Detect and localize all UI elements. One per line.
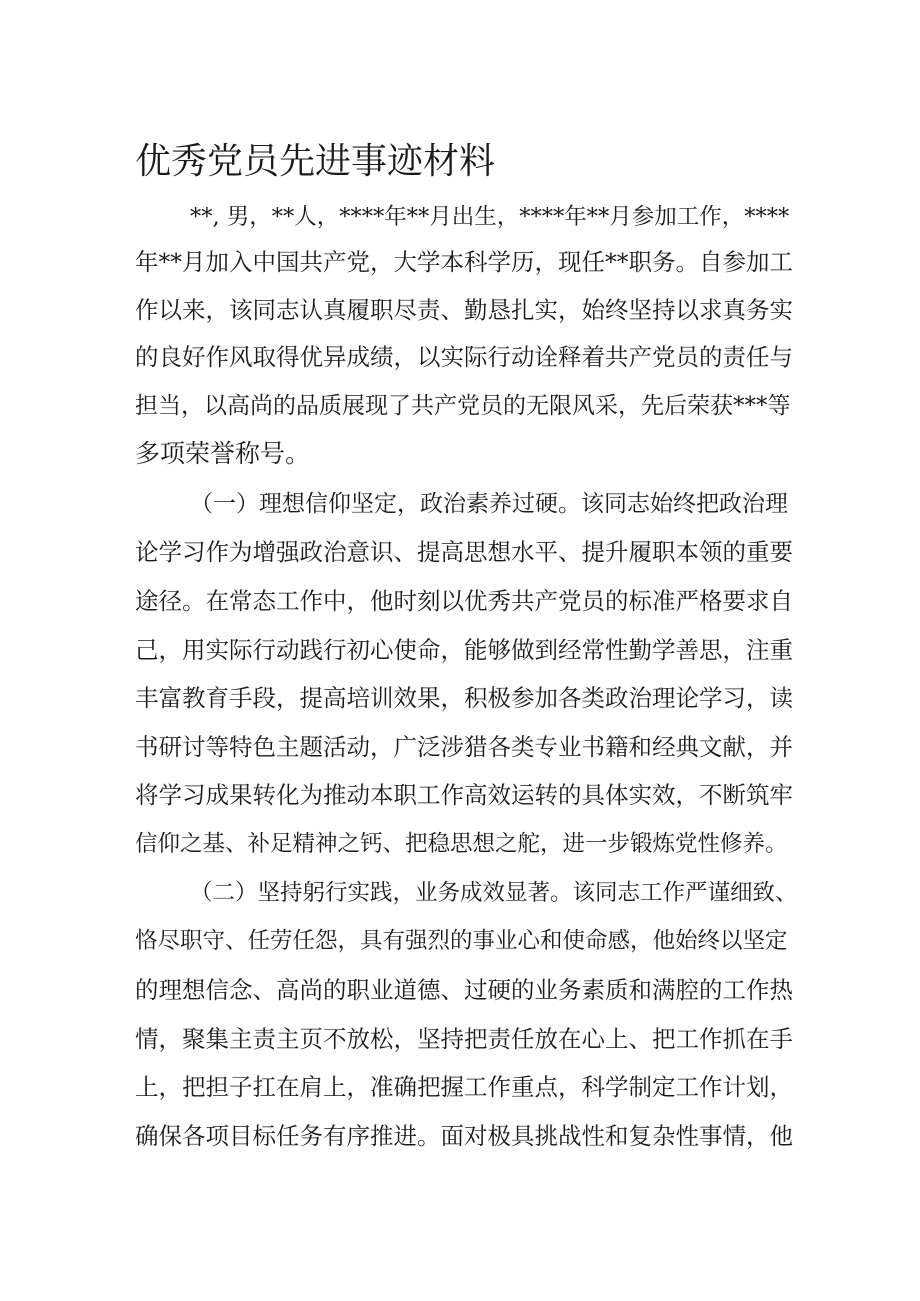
paragraph-line: 作以来，该同志认真履职尽责、勤恳扎实，始终坚持以求真务实 [135,296,793,324]
paragraph-line: （一）理想信仰坚定，政治素养过硬。该同志始终把政治理 [190,491,788,517]
paragraph-line: 情，聚集主责主页不放松，坚持把责任放在心上、把工作抓在手 [135,1025,793,1053]
paragraph-line: 将学习成果转化为推动本职工作高效运转的具体实效，不断筑牢 [135,781,793,809]
paragraph-line: 的良好作风取得优异成绩，以实际行动诠释着共产党员的责任与 [135,343,793,371]
paragraph-line: 信仰之基、补足精神之钙、把稳思想之舵，进一步锻炼党性修养。 [135,831,788,857]
paragraph-line: 的理想信念、高尚的职业道德、过硬的业务素质和满腔的工作热 [135,976,793,1004]
paragraph-line: 论学习作为增强政治意识、提高思想水平、提升履职本领的重要 [135,538,793,566]
paragraph-line: 恪尽职守、任劳任怨，具有强烈的事业心和使命感，他始终以坚定 [135,928,788,954]
paragraph-line: 途径。在常态工作中，他时刻以优秀共产党员的标准严格要求自 [135,587,793,615]
paragraph-line: 确保各项目标任务有序推进。面对极具挑战性和复杂性事情，他 [135,1122,793,1150]
paragraph-line: 己，用实际行动践行初心使命，能够做到经常性勤学善思，注重 [135,636,793,664]
paragraph-line: 书研讨等特色主题活动，广泛涉猎各类专业书籍和经典文献，并 [135,733,793,761]
paragraph-line: 丰富教育手段，提高培训效果，积极参加各类政治理论学习，读 [135,684,793,712]
paragraph-line: （二）坚持躬行实践，业务成效显著。该同志工作严谨细致、 [190,880,798,906]
paragraph-line: 上，把担子扛在肩上，准确把握工作重点，科学制定工作计划， [135,1073,793,1101]
paragraph-line: 担当，以高尚的品质展现了共产党员的无限风采，先后荣获***等 [135,393,791,419]
paragraph-line: **, 男，**人，****年**月出生，****年**月参加工作，**** [190,204,790,230]
paragraph-line: 多项荣誉称号。 [135,439,311,468]
paragraph-line: 年**月加入中国共产党，大学本科学历，现任**职务。自参加工 [135,248,793,276]
document-title: 优秀党员先进事迹材料 [135,141,496,182]
